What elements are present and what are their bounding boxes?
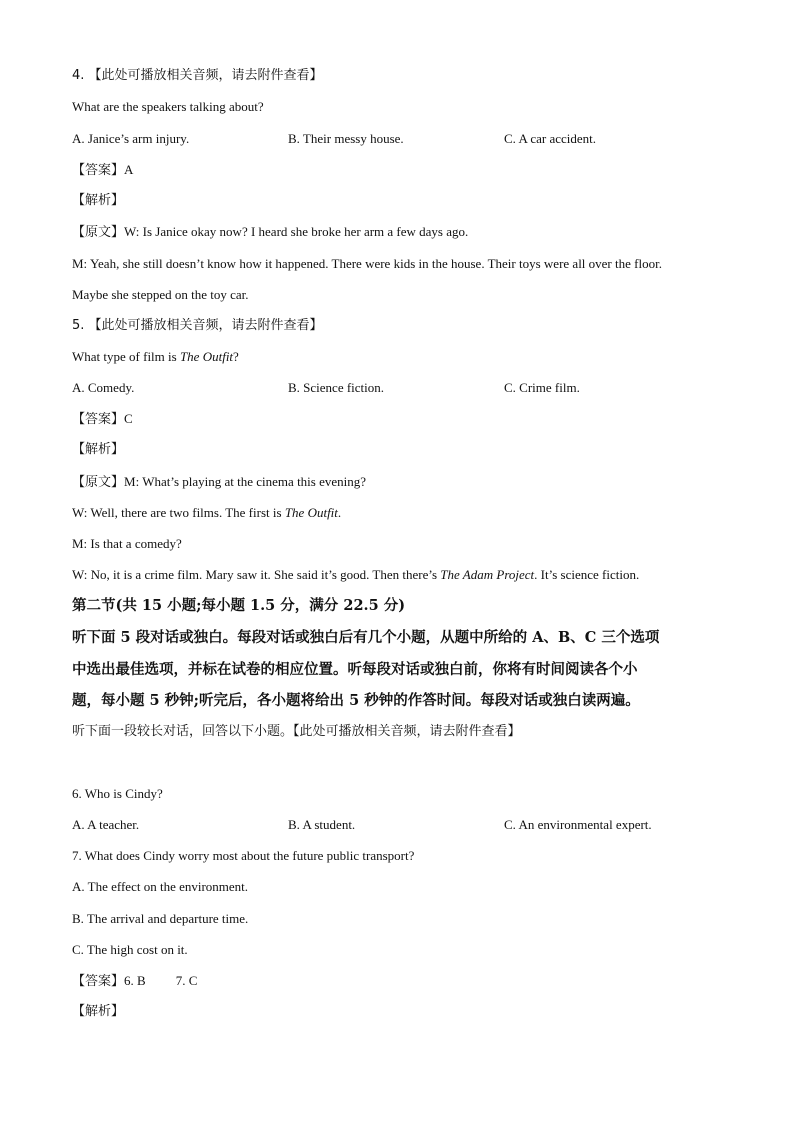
film-title: The Outfit <box>284 505 338 520</box>
listen-note: 听下面一段较长对话，回答以下小题。【此处可播放相关音频，请去附件查看】 <box>72 724 521 739</box>
q5-analysis-label: 【解析】 <box>72 442 125 457</box>
q4-option-c: C. A car accident. <box>504 131 597 146</box>
q6-option-b: B. A student. <box>288 817 356 832</box>
answer-label: 【答案】 <box>72 412 125 427</box>
q5-question <box>72 348 734 366</box>
section-instructions-3: 题，每小题 5 秒钟;听完后，各小题将给出 5 秒钟的作答时间。每段对话或独白读两遍。 <box>72 692 640 709</box>
q5-answer <box>72 410 734 429</box>
q5-option-c: C. Crime film. <box>504 380 580 395</box>
q5-transcript-4 <box>72 566 734 584</box>
transcript-text: . <box>337 505 342 520</box>
original-label: 【原文】 <box>72 475 125 490</box>
section-instructions-2: 中选出最佳选项，并标在试卷的相应位置。听每段对话或独白前，你将有时间阅读各个小 <box>72 661 638 678</box>
q5-option-a: A. Comedy. <box>72 380 135 395</box>
original-label: 【原文】 <box>72 225 125 240</box>
q4-transcript-1 <box>72 223 734 242</box>
answer-label: 【答案】 <box>72 163 125 178</box>
q4-question: What are the speakers talking about? <box>72 99 264 114</box>
answer-label: 【答案】 <box>72 974 125 989</box>
q4-answer <box>72 161 734 180</box>
q4-transcript-3: Maybe she stepped on the toy car. <box>72 287 249 302</box>
transcript-text: W: No, it is a crime film. Mary saw it. She said it’s good. Then there’s <box>72 567 441 582</box>
transcript-text: W: Well, there are two films. The first is <box>72 505 285 520</box>
transcript-text: . It’s science fiction. <box>534 567 640 582</box>
film-title: The Adam Project <box>440 567 535 582</box>
q7-option-b: B. The arrival and departure time. <box>72 911 249 926</box>
q5-transcript-1 <box>72 473 734 492</box>
section-title: 第二节(共 15 小题;每小题 1.5 分，满分 22.5 分) <box>72 597 406 614</box>
transcript-text: W: Is Janice okay now? I heard she broke her arm a few days ago. <box>124 224 469 239</box>
q5-question-suffix: ? <box>233 349 239 364</box>
q7-option-c: C. The high cost on it. <box>72 942 188 957</box>
answer-7: 7. C <box>175 973 198 988</box>
q4-analysis-label: 【解析】 <box>72 193 125 208</box>
q67-answer <box>72 972 734 991</box>
q6-question: 6. Who is Cindy? <box>72 786 163 801</box>
q4-option-a: A. Janice’s arm injury. <box>72 131 190 146</box>
q7-option-a: A. The effect on the environment. <box>72 879 249 894</box>
answer-value: C <box>124 411 133 426</box>
film-title: The Outfit <box>179 349 234 364</box>
q5-question-prefix: What type of film is <box>72 349 180 364</box>
answer-value: A <box>124 162 134 177</box>
q5-option-b: B. Science fiction. <box>288 380 385 395</box>
q6-option-c: C. An environmental expert. <box>504 817 652 832</box>
section-instructions-1: 听下面 5 段对话或独白。每段对话或独白后有几个小题，从题中所给的 A、B、C 三个选项 <box>72 629 660 646</box>
q67-analysis-label: 【解析】 <box>72 1004 125 1019</box>
transcript-text: M: What’s playing at the cinema this evening? <box>124 474 367 489</box>
answer-6: 6. B <box>124 973 146 988</box>
q4-header: 4. 【此处可播放相关音频，请去附件查看】 <box>72 68 323 83</box>
q5-header: 5. 【此处可播放相关音频，请去附件查看】 <box>72 318 323 333</box>
q5-transcript-3: M: Is that a comedy? <box>72 536 182 551</box>
q4-transcript-2: M: Yeah, she still doesn’t know how it happened. There were kids in the house. Their toys were all over the floor. <box>72 256 662 271</box>
q7-question: 7. What does Cindy worry most about the future public transport? <box>72 848 415 863</box>
q5-transcript-2 <box>72 504 734 522</box>
q4-option-b: B. Their messy house. <box>288 131 404 146</box>
q6-option-a: A. A teacher. <box>72 817 140 832</box>
